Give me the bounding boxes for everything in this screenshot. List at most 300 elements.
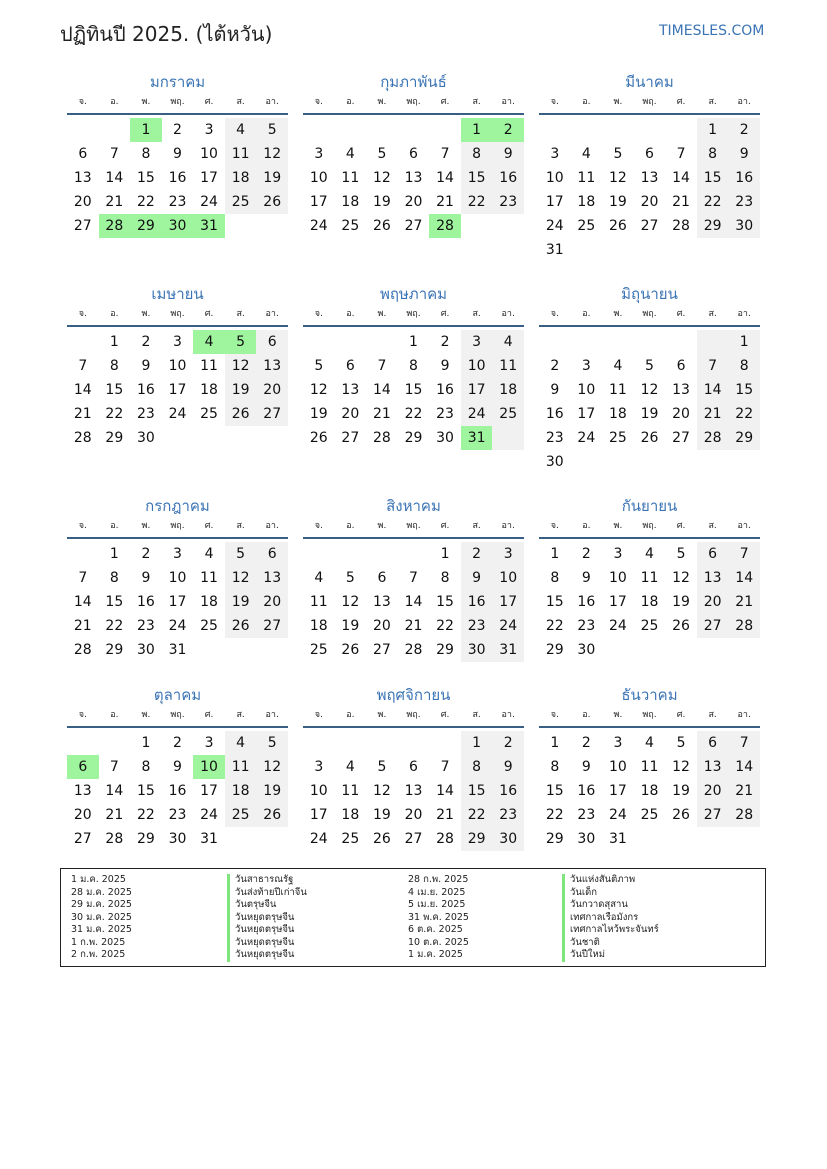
day-cell: 2: [550, 358, 560, 374]
day-cell: 31: [168, 642, 187, 658]
day-cell: 20: [697, 590, 729, 614]
day-cell: 4: [314, 570, 324, 586]
day-cell: 31: [200, 831, 218, 847]
day-cell: 30: [492, 827, 524, 851]
day-cell: 6: [676, 358, 686, 374]
day-cell: 24: [609, 618, 627, 634]
day-cell: 14: [373, 382, 391, 398]
day-cell: 31: [545, 242, 564, 258]
day-cell: 19: [640, 406, 659, 422]
legend-holiday-name: วันสาธารณรัฐ: [227, 874, 307, 887]
day-cell: 6: [256, 330, 288, 354]
day-cell: 13: [697, 566, 729, 590]
day-cell: 23: [137, 618, 155, 634]
day-cell: 12: [256, 142, 288, 166]
day-cell: 5: [377, 759, 387, 775]
day-cell: 3: [550, 146, 560, 162]
day-cell: 31: [193, 214, 225, 238]
legend-dates-col-1: [71, 874, 132, 962]
day-cell: 23: [137, 406, 155, 422]
day-cell: 13: [672, 382, 690, 398]
weekday-label: พ.: [377, 97, 387, 107]
day-cell: 20: [256, 590, 288, 614]
day-cell: 25: [225, 803, 257, 827]
day-cell: 3: [613, 735, 623, 751]
day-cell: 30: [577, 642, 596, 658]
day-cell: 1: [109, 334, 119, 350]
month-name: พฤศจิกายน: [376, 686, 451, 704]
day-cell: 8: [550, 570, 560, 586]
weekday-label: ส.: [236, 710, 245, 720]
day-cell: 22: [404, 406, 423, 422]
weekend-empty-cell: [697, 330, 729, 354]
weekday-label: อา.: [265, 521, 279, 531]
day-cell: 2: [173, 735, 182, 751]
day-cell: 12: [256, 755, 288, 779]
weekday-label: อา.: [737, 309, 751, 319]
day-cell: 27: [697, 803, 729, 827]
day-cell: 22: [461, 190, 493, 214]
day-cell: 4: [225, 118, 257, 142]
weekday-label: อ.: [582, 97, 591, 107]
day-cell: 27: [672, 430, 690, 446]
weekday-label: จ.: [550, 97, 559, 107]
day-cell: 5: [256, 731, 288, 755]
day-cell: 28: [429, 214, 461, 238]
day-cell: 10: [609, 759, 627, 775]
day-cell: 2: [492, 731, 524, 755]
day-cell: 14: [73, 594, 92, 610]
day-cell: 5: [676, 546, 686, 562]
day-cell: 5: [225, 542, 257, 566]
day-cell: 23: [577, 807, 596, 823]
day-cell: 29: [105, 430, 124, 446]
month-name: กันยายน: [621, 497, 678, 515]
day-cell: 1: [141, 735, 151, 751]
day-cell: 21: [728, 779, 760, 803]
legend-date: 30 ม.ค. 2025: [71, 911, 132, 923]
day-cell: 27: [404, 831, 423, 847]
day-cell: 17: [200, 783, 218, 799]
day-cell: 13: [404, 783, 423, 799]
weekday-label: อ.: [110, 710, 119, 720]
day-cell: 3: [204, 122, 214, 138]
weekday-label: พ.: [377, 710, 387, 720]
day-cell: 5: [377, 146, 387, 162]
weekday-label: ศ.: [440, 309, 450, 319]
weekday-label: พ.: [377, 309, 387, 319]
day-cell: 18: [640, 783, 659, 799]
day-cell: 24: [609, 807, 627, 823]
weekday-label: ศ.: [676, 309, 686, 319]
day-cell: 17: [492, 590, 524, 614]
day-cell: 2: [728, 118, 760, 142]
legend-holiday-name: วันกวาดสุสาน: [562, 899, 659, 912]
day-cell: 21: [728, 590, 760, 614]
legend-holiday-name: วันตรุษจีน: [227, 899, 307, 912]
day-cell: 27: [373, 642, 391, 658]
day-cell: 18: [609, 406, 627, 422]
weekday-label: ส.: [708, 710, 717, 720]
day-cell: 7: [377, 358, 387, 374]
day-cell: 13: [373, 594, 391, 610]
day-cell: 6: [409, 146, 418, 162]
day-cell: 4: [345, 759, 355, 775]
weekday-label: อ.: [110, 521, 119, 531]
day-cell: 11: [640, 759, 659, 775]
day-cell: 24: [200, 194, 218, 210]
weekday-label: ศ.: [204, 710, 214, 720]
day-cell: 21: [436, 194, 454, 210]
day-cell: 9: [440, 358, 450, 374]
day-cell: 29: [105, 642, 124, 658]
day-cell: 21: [373, 406, 391, 422]
day-cell: 10: [545, 170, 564, 186]
day-cell: 30: [728, 214, 760, 238]
weekday-label: ศ.: [204, 97, 214, 107]
day-cell: 19: [672, 594, 690, 610]
day-cell: 16: [137, 382, 155, 398]
weekday-label: จ.: [78, 521, 87, 531]
day-cell: 30: [461, 638, 493, 662]
month-header-rule: [539, 537, 760, 539]
day-cell: 22: [105, 618, 124, 634]
day-cell: 22: [697, 190, 729, 214]
day-cell: 1: [550, 546, 560, 562]
day-cell: 20: [672, 406, 690, 422]
weekday-label: พฤ.: [170, 97, 185, 107]
day-cell: 12: [640, 382, 659, 398]
day-cell: 18: [200, 594, 218, 610]
day-cell: 20: [404, 807, 423, 823]
day-cell: 4: [492, 330, 524, 354]
weekday-label: จ.: [550, 710, 559, 720]
weekday-label: พฤ.: [406, 521, 421, 531]
day-cell: 12: [609, 170, 627, 186]
day-cell: 19: [373, 807, 391, 823]
month-name: มกราคม: [149, 73, 206, 91]
day-cell: 29: [545, 642, 564, 658]
legend-date: 1 ก.พ. 2025: [71, 936, 126, 948]
day-cell: 8: [141, 146, 151, 162]
day-cell: 14: [728, 755, 760, 779]
weekday-label: อ.: [582, 710, 591, 720]
day-cell: 14: [436, 170, 454, 186]
brand-link[interactable]: TIMESLES.COM: [659, 23, 765, 39]
weekend-empty-cell: [492, 426, 524, 450]
weekday-label: ส.: [708, 521, 717, 531]
day-cell: 10: [492, 566, 524, 590]
month-header-rule: [303, 113, 524, 115]
day-cell: 3: [204, 735, 214, 751]
weekday-label: อ.: [582, 521, 591, 531]
month-header-rule: [303, 726, 524, 728]
legend-date: 31 ม.ค. 2025: [71, 924, 132, 935]
weekday-label: พ.: [141, 309, 151, 319]
day-cell: 7: [409, 570, 418, 586]
day-cell: 8: [697, 142, 729, 166]
legend-date: 4 เม.ย. 2025: [408, 886, 466, 898]
day-cell: 19: [256, 166, 288, 190]
day-cell: 26: [672, 807, 690, 823]
day-cell: 20: [73, 194, 92, 210]
month-name: สิงหาคม: [386, 497, 441, 515]
weekday-label: อา.: [737, 710, 751, 720]
legend-names-col-1: [227, 874, 307, 962]
day-cell: 9: [461, 566, 493, 590]
day-cell: 19: [341, 618, 360, 634]
day-cell: 3: [492, 542, 524, 566]
day-cell: 15: [404, 382, 423, 398]
weekday-label: ส.: [236, 309, 245, 319]
day-cell: 22: [545, 618, 564, 634]
day-cell: 25: [492, 402, 524, 426]
day-cell: 21: [73, 618, 92, 634]
day-cell: 14: [73, 382, 92, 398]
weekday-label: จ.: [314, 309, 323, 319]
day-cell: 4: [225, 731, 257, 755]
legend-date: 1 ม.ค. 2025: [408, 949, 463, 960]
day-cell: 29: [461, 827, 493, 851]
day-cell: 19: [225, 378, 257, 402]
day-cell: 16: [577, 594, 596, 610]
day-cell: 13: [256, 566, 288, 590]
day-cell: 19: [256, 779, 288, 803]
day-cell: 7: [109, 759, 119, 775]
day-cell: 22: [105, 406, 124, 422]
weekday-label: ศ.: [676, 521, 686, 531]
weekday-label: ส.: [708, 309, 717, 319]
weekday-label: ศ.: [204, 309, 214, 319]
day-cell: 16: [545, 406, 564, 422]
day-cell: 25: [200, 618, 218, 634]
legend-date: 28 ม.ค. 2025: [71, 886, 132, 898]
weekday-label: พฤ.: [642, 710, 657, 720]
day-cell: 28: [404, 642, 423, 658]
day-cell: 29: [130, 214, 162, 238]
weekday-label: จ.: [314, 97, 323, 107]
day-cell: 17: [309, 807, 328, 823]
day-cell: 11: [492, 354, 524, 378]
weekday-label: ส.: [472, 710, 481, 720]
day-cell: 13: [404, 170, 423, 186]
day-cell: 27: [341, 430, 360, 446]
weekday-label: ศ.: [440, 521, 450, 531]
day-cell: 3: [314, 759, 324, 775]
day-cell: 2: [173, 122, 182, 138]
page-title: ปฏิทินปี 2025. (ไต้หวัน): [60, 22, 273, 46]
legend-holiday-name: วันแห่งสันติภาพ: [562, 874, 659, 887]
day-cell: 2: [141, 546, 151, 562]
day-cell: 17: [577, 406, 596, 422]
month-name: กุมภาพันธ์: [380, 73, 447, 91]
day-cell: 24: [200, 807, 218, 823]
day-cell: 10: [168, 358, 187, 374]
day-cell: 30: [168, 831, 187, 847]
weekday-label: พฤ.: [406, 309, 421, 319]
day-cell: 28: [73, 430, 92, 446]
day-cell: 4: [581, 146, 591, 162]
day-cell: 17: [461, 378, 493, 402]
day-cell: 29: [728, 426, 760, 450]
day-cell: 12: [373, 170, 391, 186]
day-cell: 20: [640, 194, 659, 210]
day-cell: 27: [73, 831, 92, 847]
day-cell: 7: [109, 146, 119, 162]
day-cell: 23: [168, 807, 187, 823]
day-cell: 18: [341, 194, 360, 210]
month-header-rule: [303, 325, 524, 327]
day-cell: 9: [141, 358, 151, 374]
legend-holiday-name: วันปีใหม่: [562, 949, 659, 962]
day-cell: 18: [492, 378, 524, 402]
day-cell: 18: [225, 779, 257, 803]
legend-date: 1 ม.ค. 2025: [71, 874, 126, 885]
day-cell: 3: [613, 546, 623, 562]
day-cell: 22: [545, 807, 564, 823]
day-cell: 23: [492, 190, 524, 214]
day-cell: 2: [492, 118, 524, 142]
day-cell: 16: [492, 166, 524, 190]
day-cell: 4: [645, 735, 654, 751]
day-cell: 22: [436, 618, 454, 634]
day-cell: 29: [404, 430, 423, 446]
day-cell: 6: [697, 542, 729, 566]
day-cell: 19: [609, 194, 627, 210]
day-cell: 21: [73, 406, 92, 422]
day-cell: 31: [461, 426, 493, 450]
day-cell: 26: [256, 803, 288, 827]
day-cell: 25: [341, 218, 360, 234]
day-cell: 7: [440, 146, 450, 162]
weekday-label: พฤ.: [642, 97, 657, 107]
day-cell: 5: [256, 118, 288, 142]
day-cell: 27: [697, 614, 729, 638]
month-header-rule: [67, 537, 288, 539]
month-name: กรกฎาคม: [145, 497, 210, 515]
day-cell: 8: [141, 759, 151, 775]
day-cell: 13: [697, 755, 729, 779]
month-header-rule: [539, 726, 760, 728]
day-cell: 8: [550, 759, 560, 775]
day-cell: 15: [697, 166, 729, 190]
day-cell: 21: [105, 807, 124, 823]
day-cell: 6: [377, 570, 387, 586]
day-cell: 25: [309, 642, 328, 658]
day-cell: 7: [440, 759, 450, 775]
day-cell: 20: [697, 779, 729, 803]
weekday-label: พ.: [141, 521, 151, 531]
day-cell: 4: [204, 546, 214, 562]
day-cell: 10: [200, 146, 218, 162]
day-cell: 2: [141, 334, 151, 350]
day-cell: 25: [225, 190, 257, 214]
day-cell: 16: [168, 170, 187, 186]
day-cell: 30: [545, 454, 564, 470]
day-cell: 23: [461, 614, 493, 638]
day-cell: 20: [373, 618, 391, 634]
day-cell: 10: [193, 755, 225, 779]
day-cell: 7: [728, 542, 760, 566]
day-cell: 18: [341, 807, 360, 823]
weekday-label: ศ.: [676, 97, 686, 107]
day-cell: 8: [109, 358, 119, 374]
day-cell: 16: [137, 594, 155, 610]
day-cell: 26: [373, 218, 391, 234]
day-cell: 29: [697, 214, 729, 238]
day-cell: 10: [609, 570, 627, 586]
day-cell: 24: [577, 430, 596, 446]
day-cell: 21: [404, 618, 423, 634]
day-cell: 2: [581, 546, 591, 562]
month-name: มีนาคม: [625, 73, 674, 91]
day-cell: 24: [309, 218, 328, 234]
month-header-rule: [67, 726, 288, 728]
day-cell: 25: [341, 831, 360, 847]
legend-names-col-2: [562, 874, 659, 962]
day-cell: 13: [73, 170, 92, 186]
day-cell: 11: [200, 358, 218, 374]
weekday-label: อา.: [265, 309, 279, 319]
day-cell: 22: [728, 402, 760, 426]
weekday-label: พ.: [613, 521, 623, 531]
month-name: เมษายน: [151, 285, 204, 303]
day-cell: 20: [404, 194, 423, 210]
day-cell: 5: [225, 330, 257, 354]
day-cell: 6: [67, 755, 99, 779]
day-cell: 21: [697, 402, 729, 426]
day-cell: 15: [461, 166, 493, 190]
weekday-label: พฤ.: [170, 309, 185, 319]
weekday-label: อา.: [265, 710, 279, 720]
day-cell: 12: [373, 783, 391, 799]
weekday-label: พฤ.: [406, 710, 421, 720]
day-cell: 13: [73, 783, 92, 799]
weekday-label: อา.: [737, 521, 751, 531]
day-cell: 24: [492, 614, 524, 638]
day-cell: 4: [645, 546, 654, 562]
legend-date: 29 ม.ค. 2025: [71, 899, 132, 910]
day-cell: 1: [697, 118, 729, 142]
day-cell: 6: [645, 146, 654, 162]
day-cell: 29: [436, 642, 454, 658]
day-cell: 9: [492, 755, 524, 779]
day-cell: 26: [609, 218, 627, 234]
day-cell: 2: [440, 334, 450, 350]
legend-holiday-name: วันหยุดตรุษจีน: [227, 924, 307, 937]
day-cell: 28: [99, 214, 131, 238]
day-cell: 15: [728, 378, 760, 402]
day-cell: 11: [309, 594, 328, 610]
day-cell: 18: [225, 166, 257, 190]
day-cell: 17: [168, 382, 187, 398]
day-cell: 26: [672, 618, 690, 634]
day-cell: 22: [137, 807, 155, 823]
day-cell: 23: [545, 430, 564, 446]
day-cell: 16: [436, 382, 454, 398]
day-cell: 1: [550, 735, 560, 751]
day-cell: 24: [545, 218, 564, 234]
day-cell: 28: [105, 831, 124, 847]
day-cell: 16: [168, 783, 187, 799]
weekday-label: อา.: [501, 521, 515, 531]
weekday-label: พ.: [613, 97, 623, 107]
day-cell: 14: [436, 783, 454, 799]
day-cell: 8: [109, 570, 119, 586]
day-cell: 29: [545, 831, 564, 847]
day-cell: 1: [461, 118, 493, 142]
day-cell: 19: [225, 590, 257, 614]
